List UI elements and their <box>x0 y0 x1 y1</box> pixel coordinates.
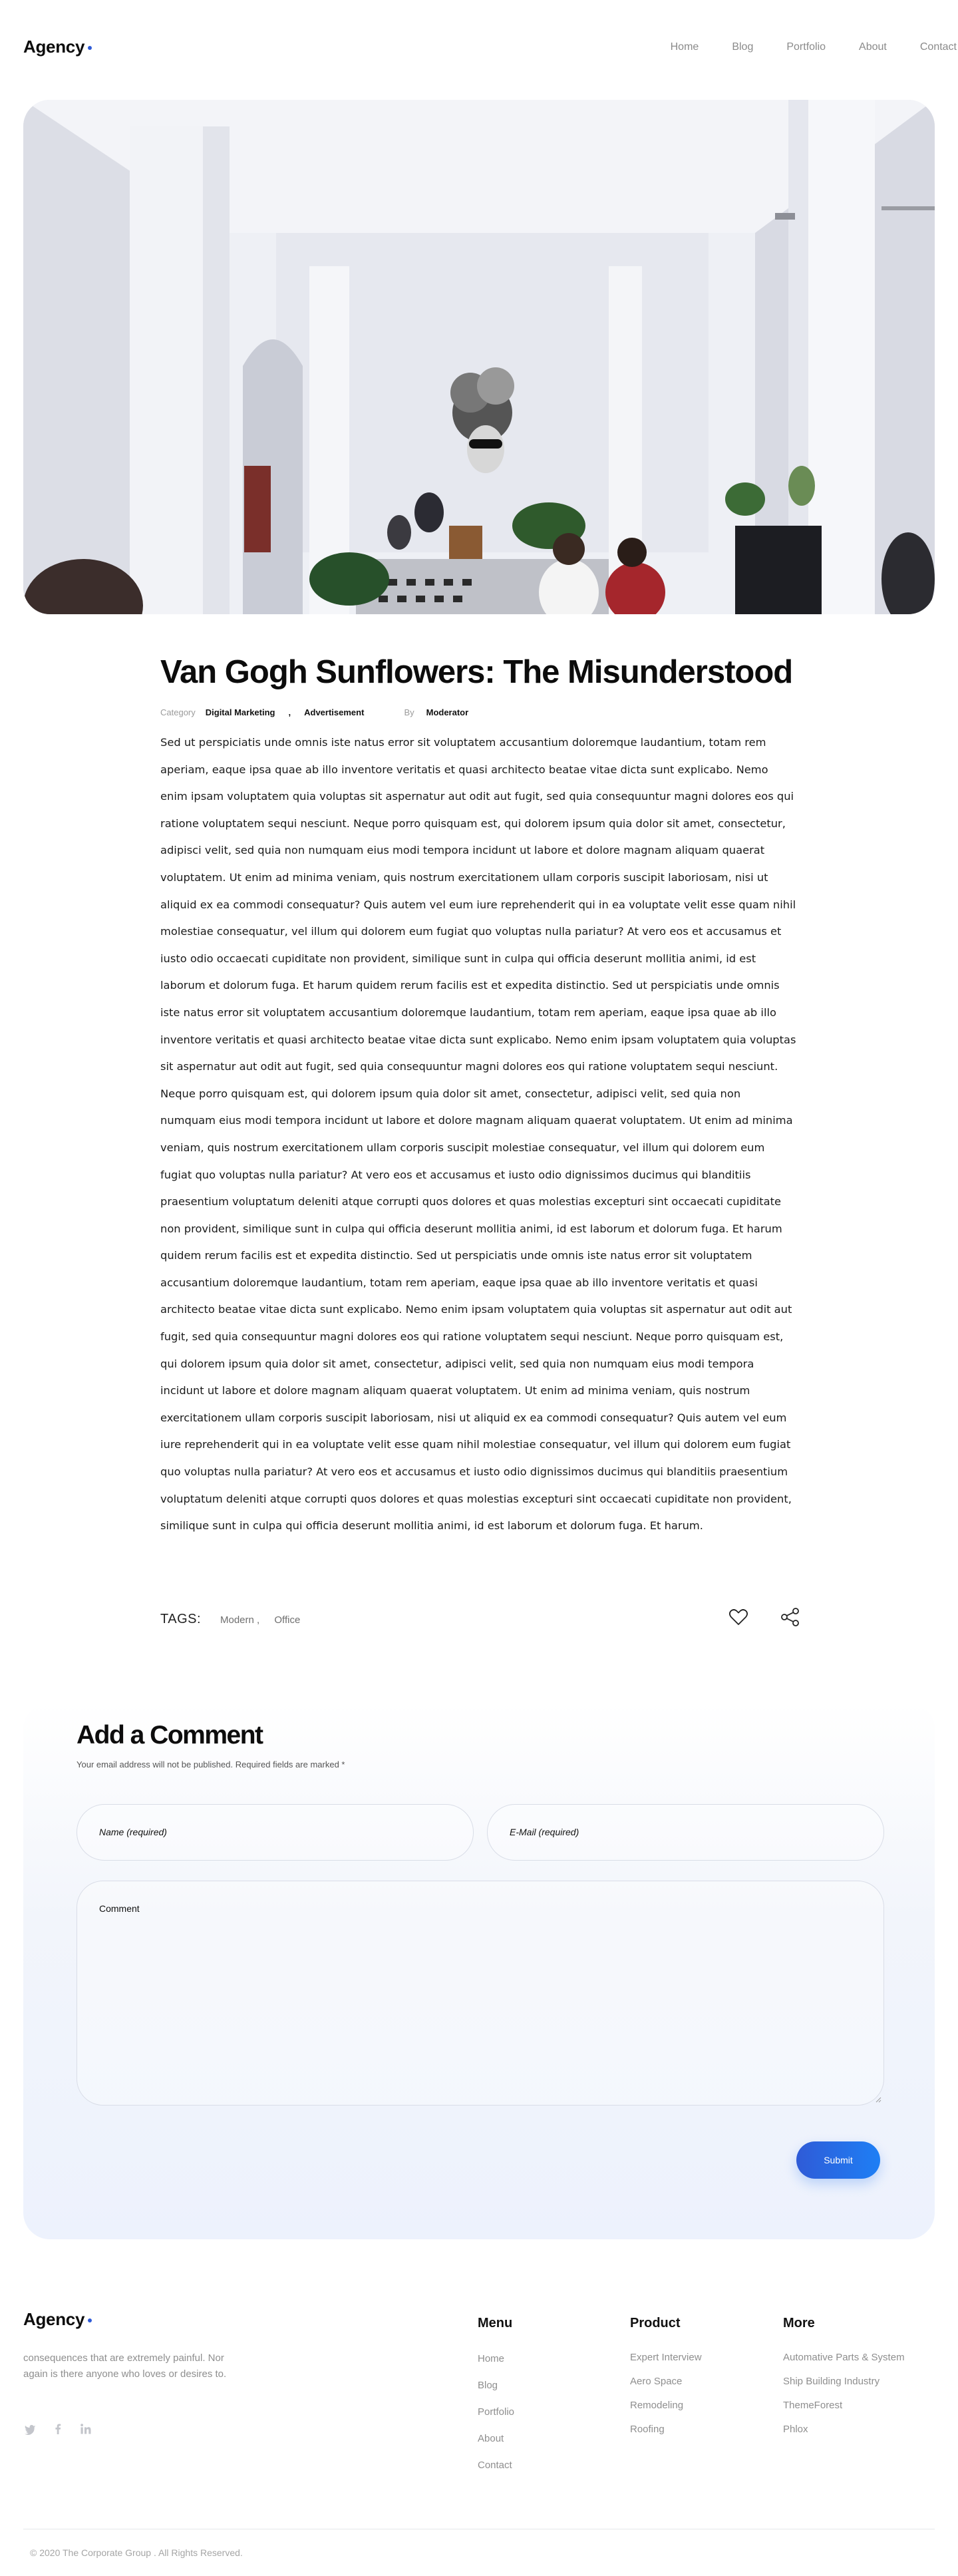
nav-home[interactable]: Home <box>670 41 699 53</box>
nav-blog[interactable]: Blog <box>732 41 754 53</box>
article-title: Van Gogh Sunflowers: The Misunderstood <box>160 654 793 690</box>
category-label: Category <box>160 707 196 717</box>
copyright: © 2020 The Corporate Group . All Rights Reserved. <box>30 2547 243 2558</box>
tags-row <box>160 1602 803 1636</box>
site-logo-text[interactable]: Agency <box>23 37 85 57</box>
footer-link-phlox[interactable]: Phlox <box>783 2424 808 2435</box>
comment-placeholder: Comment <box>99 1903 140 1914</box>
site-logo[interactable] <box>23 37 92 57</box>
footer-link-home[interactable]: Home <box>478 2353 505 2364</box>
footer-link-about[interactable]: About <box>478 2433 504 2444</box>
article-body: Sed ut perspiciatis unde omnis iste natus error sit voluptatem accusantium doloremque laudantium, totam rem aperiam, eaque ipsa quae ab illo inventore veritatis et quasi architecto beatae vitae dicta sunt explicabo. Nemo enim ipsam voluptatem quia voluptas sit aspernatur aut odit aut fugit, sed quia consequuntur magni dolores eos qui ratione voluptatem sequi nesciunt. Neque porro quisquam est, qui dolorem ipsum quia dolor sit amet, consectetur, adipisci velit, sed quia non numquam eius modi tempora incidunt ut labore et dolore magnam aliquam quaerat voluptatem. Ut enim ad minima veniam, quis nostrum exercitationem ullam corporis suscipit laboriosam, nisi ut aliquid ex ea commodi consequatur? Quis autem vel eum iure reprehenderit qui in ea voluptate velit esse quam nihil molestiae consequatur, vel illum qui dolorem eum fugiat quo voluptas nulla pariatur? At vero eos et accusamus et iusto odio occaecati cupiditate non provident, similique sunt in culpa qui officia deserunt mollitia animi, id est laborum et dolorum fuga. Et harum quidem rerum facilis est et expedita distinctio. Sed ut perspiciatis unde omnis iste natus error sit voluptatem accusantium doloremque laudantium, totam rem aperiam, eaque ipsa quae ab illo inventore veritatis et quasi architecto beatae vitae dicta sunt explicabo. Nemo enim ipsam voluptatem quia voluptas sit aspernatur aut odit aut fugit, sed quia consequuntur magni dolores eos qui ratione voluptatem sequi nesciunt. Neque porro quisquam est, qui dolorem ipsum quia dolor sit amet, consectetur, adipisci velit, sed quia non numquam eius modi tempora incidunt ut labore et dolore magnam aliquam quaerat voluptatem. Ut enim ad minima veniam, quis nostrum exercitationem ullam corporis suscipit molestiae consequatur, vel illum qui dolorem eum fugiat quo voluptas nulla pariatur? At vero eos et accusamus et iusto odio dignissimos ducimus qui blanditiis praesentium voluptatum deleniti atque corrupti quos dolores et quas molestias excepturi sint occaecati cupiditate non provident, similique sunt in culpa qui officia deserunt mollitia animi, id est laborum et dolorum fuga. Et harum quidem rerum facilis est et expedita distinctio. Sed ut perspiciatis unde omnis iste natus error sit voluptatem accusantium doloremque laudantium, totam rem aperiam, eaque ipsa quae ab illo inventore veritatis et quasi architecto beatae vitae dicta sunt explicabo. Nemo enim ipsam voluptatem quia voluptas sit aspernatur aut odit aut fugit, sed quia consequuntur magni dolores eos qui ratione voluptatem sequi nesciunt. Neque porro quisquam est, qui dolorem ipsum quia dolor sit amet, consectetur, adipisci velit, sed quia non numquam eius modi tempora incidunt ut labore et dolore magnam aliquam quaerat voluptatem. Ut enim ad minima veniam, quis nostrum exercitationem ullam corporis suscipit laboriosam, nisi ut aliquid ex ea commodi consequatur? Quis autem vel eum iure reprehenderit qui in ea voluptate velit esse quam nihil molestiae consequatur, vel illum qui dolorem eum fugiat quo voluptas nulla pariatur? At vero eos et accusamus et iusto odio dignissimos ducimus qui blanditiis praesentium voluptatum deleniti atque corrupti quos dolores et quas molestias excepturi sint occaecati cupiditate non provident, similique sunt in culpa qui officia deserunt mollitia animi, id est laborum et dolorum fuga. Et harum. <box>160 736 796 1533</box>
footer-description: consequences that are extremely painful. Nor again is there anyone who loves or desires to. <box>23 2352 227 2380</box>
like-button[interactable] <box>726 1605 750 1629</box>
twitter-icon <box>23 2422 37 2436</box>
site-header <box>0 0 958 93</box>
heart-icon <box>726 1605 750 1629</box>
footer-link-automative-parts[interactable]: Automative Parts & System <box>783 2352 905 2363</box>
footer-logo-text[interactable]: Agency <box>23 2309 85 2329</box>
category-link-digital-marketing[interactable]: Digital Marketing <box>205 707 275 717</box>
footer-menu-title: Menu <box>478 2316 513 2330</box>
author-link[interactable]: Moderator <box>426 707 469 717</box>
name-input[interactable] <box>77 1804 474 1861</box>
footer-product-column <box>630 2316 702 2442</box>
footer-logo[interactable] <box>23 2309 92 2330</box>
tags-label: TAGS: <box>160 1612 202 1626</box>
comment-note: Your email address will not be published. Required fields are marked * <box>77 1759 345 1769</box>
tag-list <box>220 1614 312 1626</box>
tag-office[interactable]: Office <box>274 1614 301 1626</box>
footer-menu-column <box>478 2316 514 2479</box>
nav-portfolio[interactable]: Portfolio <box>786 41 826 53</box>
footer-link-themeforest[interactable]: ThemeForest <box>783 2400 843 2411</box>
name-placeholder: Name (required) <box>99 1827 167 1837</box>
social-links <box>23 2422 92 2436</box>
twitter-link[interactable] <box>23 2422 37 2436</box>
office-photo <box>23 100 935 614</box>
submit-button[interactable]: Submit <box>796 2141 880 2179</box>
email-placeholder: E-Mail (required) <box>510 1827 579 1837</box>
article <box>160 652 798 1540</box>
author-label: By <box>404 707 414 717</box>
category-separator: , <box>288 707 291 717</box>
comment-section <box>23 1702 935 2239</box>
footer-link-ship-building[interactable]: Ship Building Industry <box>783 2376 880 2387</box>
footer-link-remodeling[interactable]: Remodeling <box>630 2400 684 2411</box>
nav-about[interactable]: About <box>859 41 887 53</box>
footer-link-contact[interactable]: Contact <box>478 2460 512 2471</box>
logo-dot <box>88 46 92 50</box>
footer-more-title: More <box>783 2316 815 2330</box>
footer-logo-dot <box>88 2318 92 2322</box>
linkedin-icon <box>79 2422 92 2436</box>
comment-textarea[interactable] <box>77 1881 884 2106</box>
footer-link-roofing[interactable]: Roofing <box>630 2424 665 2435</box>
footer-product-title: Product <box>630 2316 681 2330</box>
footer-link-expert-interview[interactable]: Expert Interview <box>630 2352 702 2363</box>
footer-more-column <box>783 2316 905 2442</box>
nav-contact[interactable]: Contact <box>919 41 957 53</box>
share-button[interactable] <box>778 1605 802 1629</box>
facebook-link[interactable] <box>51 2422 65 2436</box>
main-nav <box>637 41 957 53</box>
footer-link-portfolio[interactable]: Portfolio <box>478 2406 515 2418</box>
footer-link-aero-space[interactable]: Aero Space <box>630 2376 683 2387</box>
footer-link-blog[interactable]: Blog <box>478 2380 498 2391</box>
hero-image <box>23 100 935 614</box>
facebook-icon <box>51 2422 65 2436</box>
linkedin-link[interactable] <box>79 2422 92 2436</box>
share-icon <box>778 1605 802 1629</box>
email-input[interactable] <box>487 1804 884 1861</box>
resize-handle-icon[interactable] <box>875 2096 881 2103</box>
tag-modern[interactable]: Modern , <box>220 1614 260 1626</box>
article-meta <box>160 705 798 719</box>
category-link-advertisement[interactable]: Advertisement <box>304 707 365 717</box>
comment-title: Add a Comment <box>77 1721 263 1749</box>
